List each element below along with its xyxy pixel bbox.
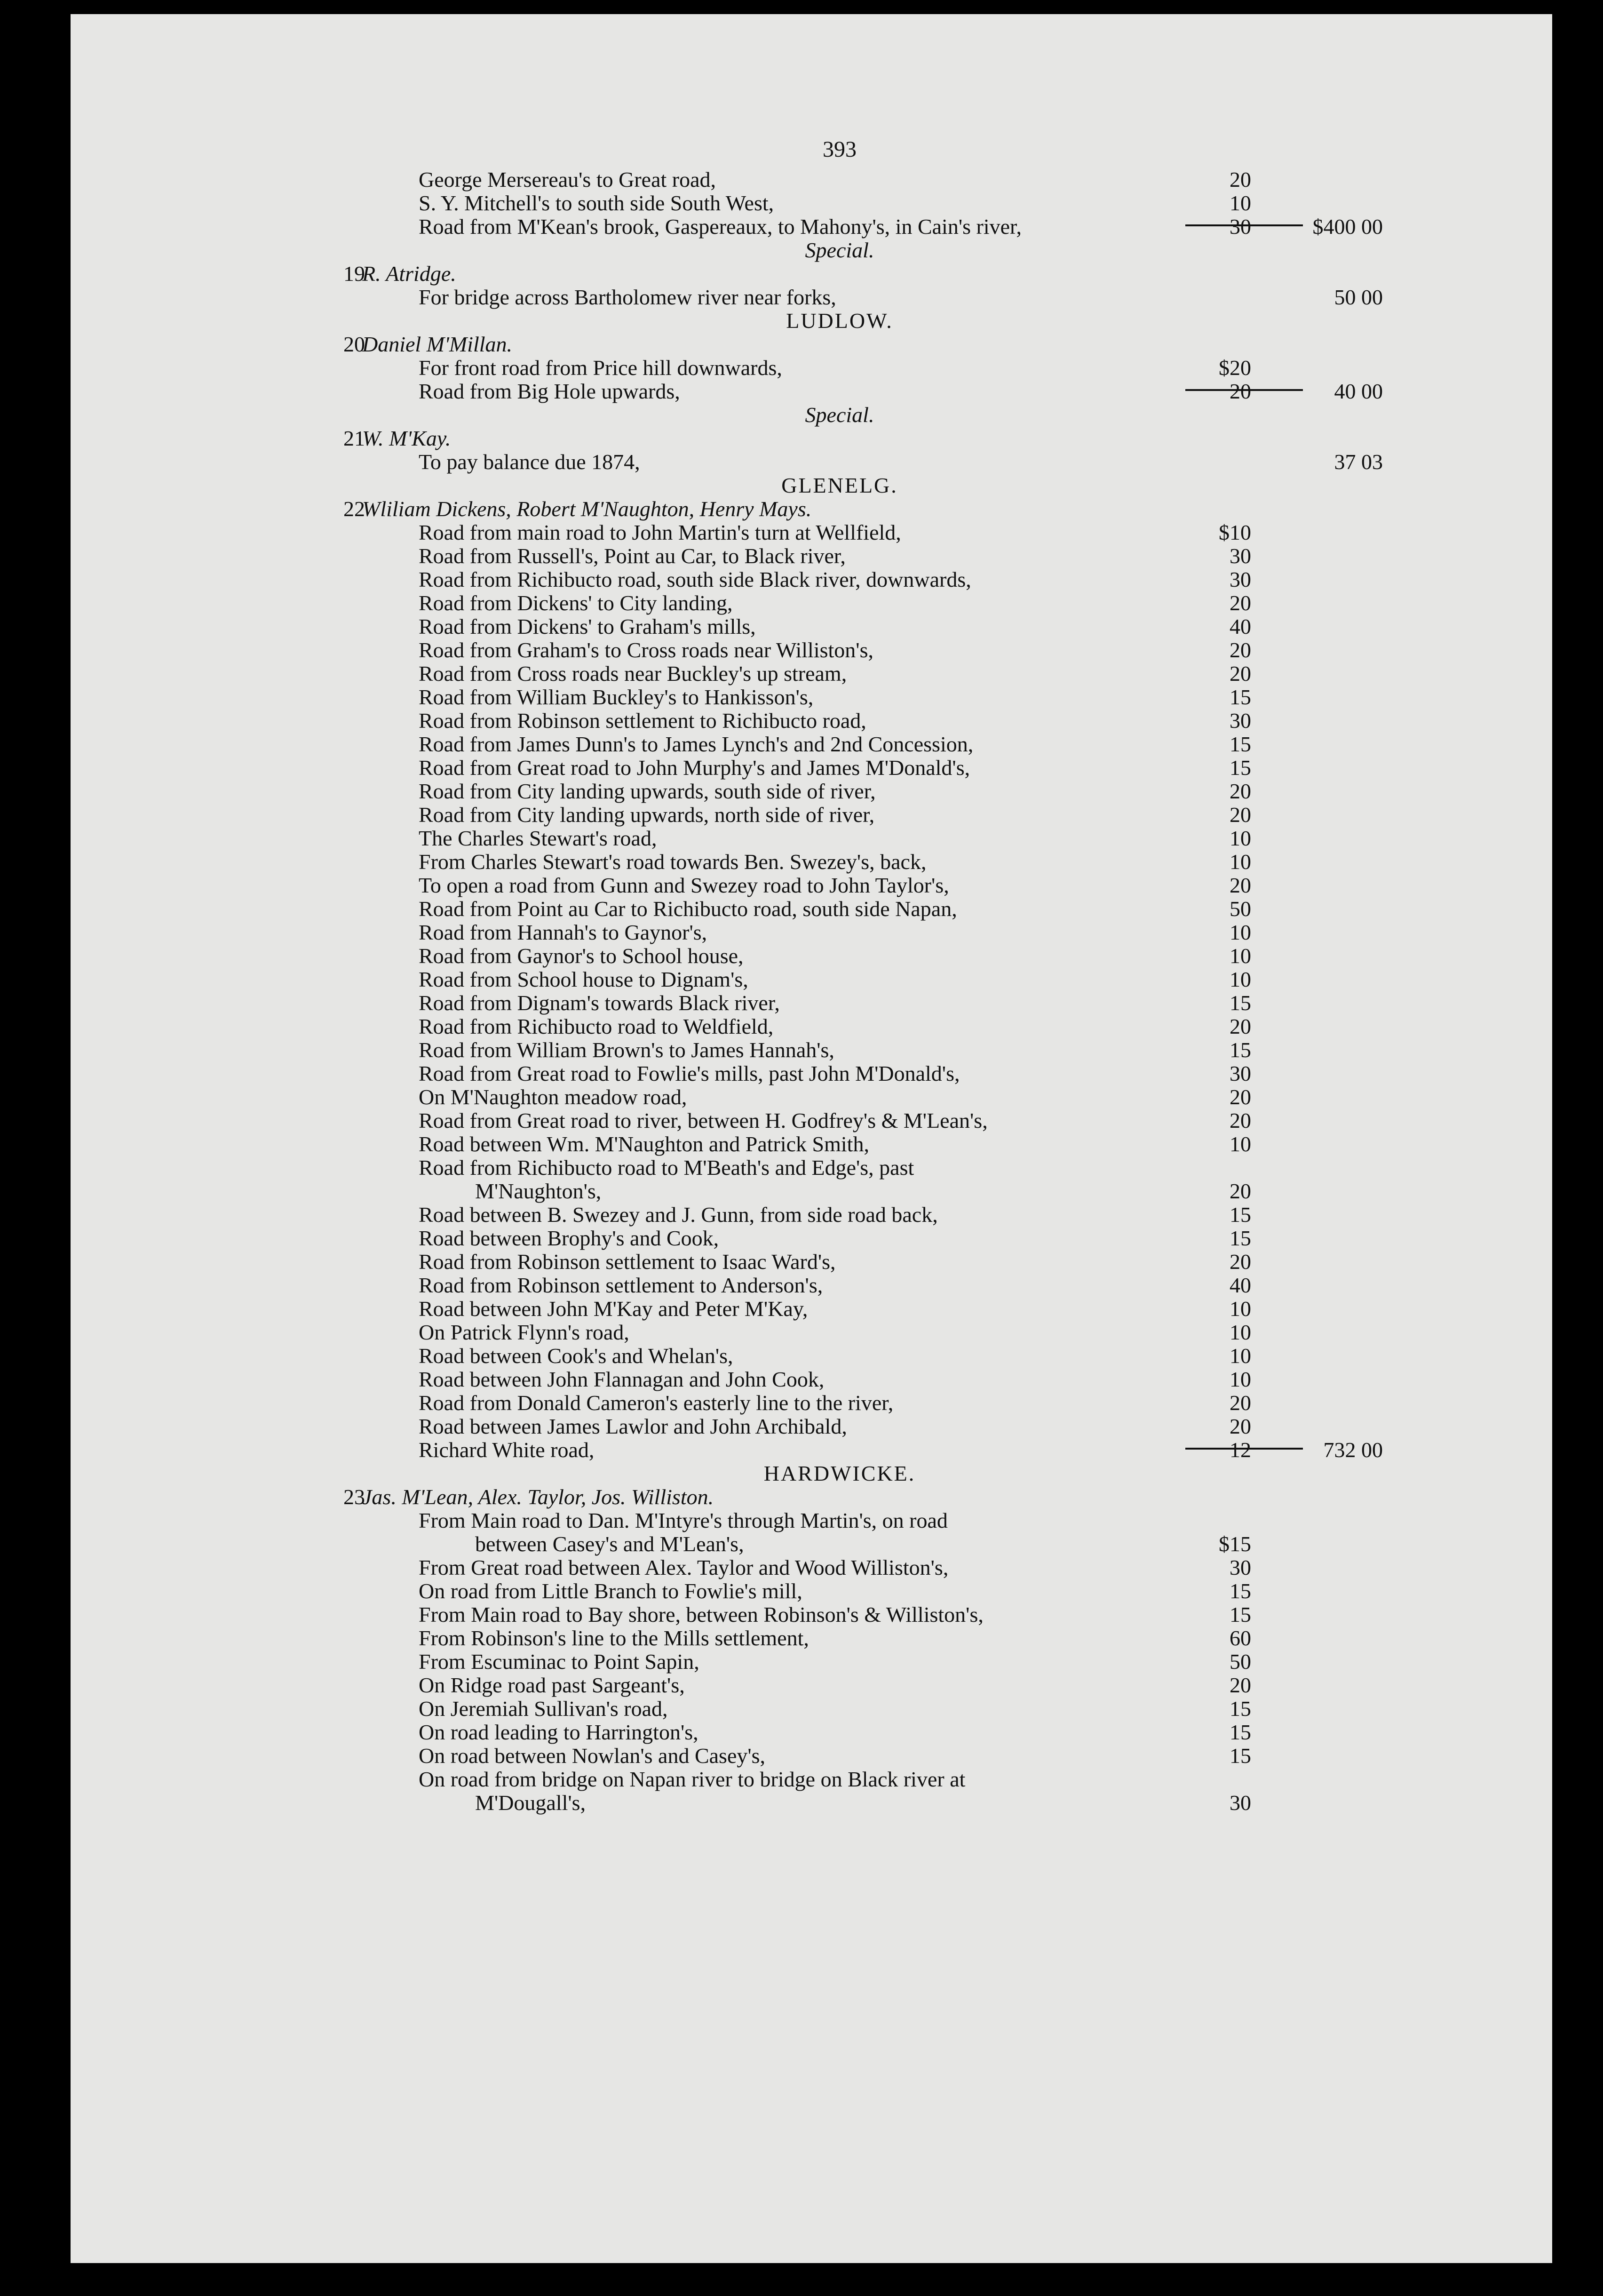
item-description: George Mersereau's to Great road, xyxy=(419,167,716,191)
subtotal-amount: 37 03 xyxy=(1334,450,1383,474)
item-description: S. Y. Mitchell's to south side South West, xyxy=(419,191,774,215)
commissioners-names: Wliliam Dickens, Robert M'Naughton, Henry Mays. xyxy=(362,497,812,521)
item-amount: 30 xyxy=(1230,709,1251,733)
subtotal-amount: $400 00 xyxy=(1312,215,1383,239)
item-amount: 15 xyxy=(1230,756,1251,780)
item-amount: 15 xyxy=(1230,732,1251,756)
item-amount: 15 xyxy=(1230,1744,1251,1768)
item-description: On Ridge road past Sargeant's, xyxy=(419,1673,685,1697)
ledger-line xyxy=(71,756,1552,780)
item-description: From Main road to Bay shore, between Robinson's & Williston's, xyxy=(419,1602,984,1626)
item-description: Road from Great road to river, between H. Godfrey's & M'Lean's, xyxy=(419,1108,988,1132)
ledger-line xyxy=(71,803,1552,827)
item-description: Road from James Dunn's to James Lynch's and 2nd Concession, xyxy=(419,732,974,756)
ledger-line xyxy=(71,1344,1552,1368)
item-description: Road from Point au Car to Richibucto road, south side Napan, xyxy=(419,897,957,921)
ledger-line xyxy=(71,780,1552,803)
item-description: Road from Gaynor's to School house, xyxy=(419,944,744,968)
item-description: Road between Brophy's and Cook, xyxy=(419,1226,719,1250)
item-description: Road from William Buckley's to Hankisson's, xyxy=(419,685,814,709)
item-description: Road between John Flannagan and John Cook, xyxy=(419,1367,825,1391)
item-amount: 20 xyxy=(1230,591,1251,615)
item-amount: 40 xyxy=(1230,1273,1251,1297)
ledger-line xyxy=(71,544,1552,568)
ledger-line xyxy=(71,1203,1552,1227)
item-description: On road from bridge on Napan river to bridge on Black river at xyxy=(419,1767,966,1791)
item-description: Road between John M'Kay and Peter M'Kay, xyxy=(419,1297,808,1321)
ledger-line xyxy=(71,1132,1552,1156)
item-amount: 60 xyxy=(1230,1626,1251,1650)
item-description: between Casey's and M'Lean's, xyxy=(475,1532,744,1556)
ledger-line xyxy=(71,1462,1552,1485)
item-description: Road from School house to Dignam's, xyxy=(419,967,748,991)
ledger-line xyxy=(71,1579,1552,1603)
item-description: Road between B. Swezey and J. Gunn, from side road back, xyxy=(419,1203,938,1227)
ledger-line xyxy=(71,380,1552,403)
item-amount: 15 xyxy=(1230,1226,1251,1250)
item-amount: 10 xyxy=(1230,1367,1251,1391)
entry-number: 19 xyxy=(343,262,365,286)
item-amount: 50 xyxy=(1230,897,1251,921)
item-amount: 15 xyxy=(1230,1602,1251,1626)
item-amount: 10 xyxy=(1230,1297,1251,1321)
item-description: M'Dougall's, xyxy=(475,1791,586,1815)
ledger-line xyxy=(71,1038,1552,1062)
item-amount: 10 xyxy=(1230,920,1251,944)
item-amount: 10 xyxy=(1230,1344,1251,1368)
special-heading: Special. xyxy=(805,403,874,427)
item-description: Road between Cook's and Whelan's, xyxy=(419,1344,733,1368)
item-description: Road from Cross roads near Buckley's up stream, xyxy=(419,662,847,686)
item-amount: 10 xyxy=(1230,850,1251,874)
ledger-line xyxy=(71,709,1552,733)
item-description: The Charles Stewart's road, xyxy=(419,826,657,850)
ledger-line xyxy=(71,874,1552,897)
item-description: Road from Russell's, Point au Car, to Black river, xyxy=(419,544,846,568)
ledger-line xyxy=(71,1744,1552,1768)
item-description: From Robinson's line to the Mills settlement, xyxy=(419,1626,809,1650)
item-amount: 30 xyxy=(1230,1555,1251,1579)
item-description: Road from Robinson settlement to Richibucto road, xyxy=(419,709,866,733)
item-description: Road from Dickens' to Graham's mills, xyxy=(419,614,756,638)
item-description: On road between Nowlan's and Casey's, xyxy=(419,1744,766,1768)
item-amount: 30 xyxy=(1230,1061,1251,1085)
ledger-line xyxy=(71,850,1552,874)
item-description: Road from Robinson settlement to Isaac Ward's, xyxy=(419,1250,836,1274)
item-description: Road from Dignam's towards Black river, xyxy=(419,991,780,1015)
item-description: Road from Donald Cameron's easterly line to the river, xyxy=(419,1391,894,1415)
item-description: Road between Wm. M'Naughton and Patrick Smith, xyxy=(419,1132,869,1156)
item-amount: 15 xyxy=(1230,1203,1251,1227)
item-amount: 20 xyxy=(1230,803,1251,827)
item-amount: 20 xyxy=(1230,662,1251,686)
ledger-line xyxy=(71,1250,1552,1274)
ledger-line xyxy=(71,1321,1552,1344)
ledger-line xyxy=(71,1791,1552,1815)
item-amount: 20 xyxy=(1230,1391,1251,1415)
item-description: On Jeremiah Sullivan's road, xyxy=(419,1697,668,1721)
item-amount: 20 xyxy=(1230,1250,1251,1274)
item-amount: 30 xyxy=(1230,544,1251,568)
ledger-line xyxy=(71,944,1552,968)
item-description: Road from William Brown's to James Hannah's, xyxy=(419,1038,834,1062)
ledger-line xyxy=(71,1509,1552,1532)
entry-number: 23 xyxy=(343,1485,365,1509)
item-description: From Charles Stewart's road towards Ben. Swezey's, back, xyxy=(419,850,927,874)
item-description: From Great road between Alex. Taylor and Wood Williston's, xyxy=(419,1555,949,1579)
page-number: 393 xyxy=(823,137,857,162)
item-description: From Escuminac to Point Sapin, xyxy=(419,1650,699,1674)
ledger-line xyxy=(71,356,1552,380)
ledger-line xyxy=(71,1674,1552,1697)
item-description: Road from City landing upwards, south side of river, xyxy=(419,779,876,803)
item-description: Road from Richibucto road, south side Black river, downwards, xyxy=(419,567,971,591)
section-heading: HARDWICKE. xyxy=(763,1461,916,1485)
item-amount: 10 xyxy=(1230,967,1251,991)
item-amount: 20 xyxy=(1230,873,1251,897)
item-description: On M'Naughton meadow road, xyxy=(419,1085,687,1109)
item-amount: 50 xyxy=(1230,1650,1251,1674)
item-description: From Main road to Dan. M'Intyre's through Martin's, on road xyxy=(419,1508,948,1532)
item-description: Road from Great road to John Murphy's and James M'Donald's, xyxy=(419,756,970,780)
ledger-line xyxy=(71,427,1552,450)
item-amount: 10 xyxy=(1230,191,1251,215)
ledger-line xyxy=(71,1180,1552,1203)
ledger-line xyxy=(71,1062,1552,1085)
ledger-line xyxy=(71,638,1552,662)
ledger-line xyxy=(71,1015,1552,1038)
item-amount: 10 xyxy=(1230,826,1251,850)
item-amount: 40 xyxy=(1230,614,1251,638)
document-sheet xyxy=(71,14,1552,1815)
item-amount: 30 xyxy=(1230,1791,1251,1815)
ledger-line xyxy=(71,215,1552,239)
ledger-line xyxy=(71,1368,1552,1391)
ledger-line xyxy=(71,1415,1552,1438)
item-description: On road from Little Branch to Fowlie's mill, xyxy=(419,1579,802,1603)
item-amount: 12 xyxy=(1230,1438,1251,1462)
ledger-line xyxy=(71,591,1552,615)
ledger-line xyxy=(71,1085,1552,1109)
ledger-line xyxy=(71,1532,1552,1556)
item-amount: 20 xyxy=(1230,638,1251,662)
ledger-line xyxy=(71,1626,1552,1650)
item-amount: 15 xyxy=(1230,1697,1251,1721)
item-amount: 15 xyxy=(1230,991,1251,1015)
document-page xyxy=(71,14,1552,2263)
item-description: Road from City landing upwards, north side of river, xyxy=(419,803,875,827)
item-description: Road from Richibucto road to M'Beath's and Edge's, past xyxy=(419,1156,914,1180)
ledger-line xyxy=(71,827,1552,850)
ledger-line xyxy=(71,568,1552,591)
ledger-line xyxy=(71,1650,1552,1674)
item-amount: 20 xyxy=(1230,1673,1251,1697)
commissioners-names: R. Atridge. xyxy=(362,262,456,286)
item-description: Road from Dickens' to City landing, xyxy=(419,591,733,615)
item-description: Road from Big Hole upwards, xyxy=(419,379,680,403)
subtotal-amount: 732 00 xyxy=(1323,1438,1383,1462)
item-amount: 15 xyxy=(1230,685,1251,709)
ledger-line xyxy=(71,1227,1552,1250)
subtotal-amount: 40 00 xyxy=(1334,379,1383,403)
ledger-line xyxy=(71,1556,1552,1579)
item-description: Road from Robinson settlement to Anderson's, xyxy=(419,1273,823,1297)
section-heading: GLENELG. xyxy=(781,473,898,497)
commissioners-names: Jas. M'Lean, Alex. Taylor, Jos. Williston. xyxy=(362,1485,714,1509)
item-amount: 20 xyxy=(1230,1108,1251,1132)
ledger-line xyxy=(71,286,1552,309)
item-description: Road from Hannah's to Gaynor's, xyxy=(419,920,707,944)
item-description: Richard White road, xyxy=(419,1438,595,1462)
ledger-line xyxy=(71,1109,1552,1132)
ledger-line xyxy=(71,991,1552,1015)
ledger-line xyxy=(71,1391,1552,1415)
item-description: Road from Great road to Fowlie's mills, past John M'Donald's, xyxy=(419,1061,960,1085)
ledger-content xyxy=(71,168,1552,1815)
ledger-line xyxy=(71,662,1552,686)
ledger-line xyxy=(71,450,1552,474)
item-amount: 15 xyxy=(1230,1038,1251,1062)
item-amount: 20 xyxy=(1230,779,1251,803)
item-description: On road leading to Harrington's, xyxy=(419,1720,698,1744)
item-amount: $20 xyxy=(1219,356,1251,380)
item-description: For bridge across Bartholomew river near forks, xyxy=(419,285,836,309)
item-description: To open a road from Gunn and Swezey road to John Taylor's, xyxy=(419,873,949,897)
ledger-line xyxy=(71,968,1552,991)
ledger-line xyxy=(71,333,1552,356)
ledger-line xyxy=(71,1274,1552,1297)
item-amount: 30 xyxy=(1230,567,1251,591)
item-amount: 20 xyxy=(1230,1014,1251,1038)
ledger-line xyxy=(71,1768,1552,1791)
entry-number: 22 xyxy=(343,497,365,521)
entry-number: 20 xyxy=(343,332,365,356)
ledger-line xyxy=(71,615,1552,638)
item-description: M'Naughton's, xyxy=(475,1179,602,1203)
item-description: Road from M'Kean's brook, Gaspereaux, to Mahony's, in Cain's river, xyxy=(419,215,1022,239)
ledger-line xyxy=(71,474,1552,497)
item-amount: 15 xyxy=(1230,1720,1251,1744)
ledger-line xyxy=(71,1297,1552,1321)
item-amount: $10 xyxy=(1219,520,1251,544)
special-heading: Special. xyxy=(805,238,874,262)
ledger-line xyxy=(71,191,1552,215)
item-amount: 30 xyxy=(1230,215,1251,239)
ledger-line xyxy=(71,403,1552,427)
ledger-line xyxy=(71,733,1552,756)
ledger-line xyxy=(71,309,1552,333)
item-amount: 20 xyxy=(1230,1179,1251,1203)
ledger-line xyxy=(71,1697,1552,1721)
ledger-line xyxy=(71,1721,1552,1744)
commissioners-names: W. M'Kay. xyxy=(362,426,451,450)
item-amount: $15 xyxy=(1219,1532,1251,1556)
ledger-line xyxy=(71,921,1552,944)
ledger-line xyxy=(71,239,1552,262)
ledger-line xyxy=(71,897,1552,921)
section-heading: LUDLOW. xyxy=(786,309,893,333)
ledger-line xyxy=(71,168,1552,191)
item-amount: 20 xyxy=(1230,1085,1251,1109)
ledger-line xyxy=(71,1485,1552,1509)
ledger-line xyxy=(71,521,1552,544)
item-amount: 10 xyxy=(1230,1320,1251,1344)
ledger-line xyxy=(71,497,1552,521)
subtotal-amount: 50 00 xyxy=(1334,285,1383,309)
item-description: Road between James Lawlor and John Archibald, xyxy=(419,1414,847,1438)
item-description: For front road from Price hill downwards, xyxy=(419,356,782,380)
item-amount: 10 xyxy=(1230,1132,1251,1156)
ledger-line xyxy=(71,1438,1552,1462)
item-amount: 20 xyxy=(1230,167,1251,191)
commissioners-names: Daniel M'Millan. xyxy=(362,332,513,356)
item-amount: 20 xyxy=(1230,379,1251,403)
ledger-line xyxy=(71,1156,1552,1180)
item-amount: 15 xyxy=(1230,1579,1251,1603)
ledger-line xyxy=(71,1603,1552,1626)
item-description: Road from Graham's to Cross roads near Williston's, xyxy=(419,638,873,662)
item-amount: 10 xyxy=(1230,944,1251,968)
ledger-line xyxy=(71,686,1552,709)
item-description: On Patrick Flynn's road, xyxy=(419,1320,629,1344)
item-description: Road from Richibucto road to Weldfield, xyxy=(419,1014,774,1038)
entry-number: 21 xyxy=(343,426,365,450)
item-description: To pay balance due 1874, xyxy=(419,450,640,474)
ledger-line xyxy=(71,262,1552,286)
item-description: Road from main road to John Martin's turn at Wellfield, xyxy=(419,520,901,544)
item-amount: 20 xyxy=(1230,1414,1251,1438)
